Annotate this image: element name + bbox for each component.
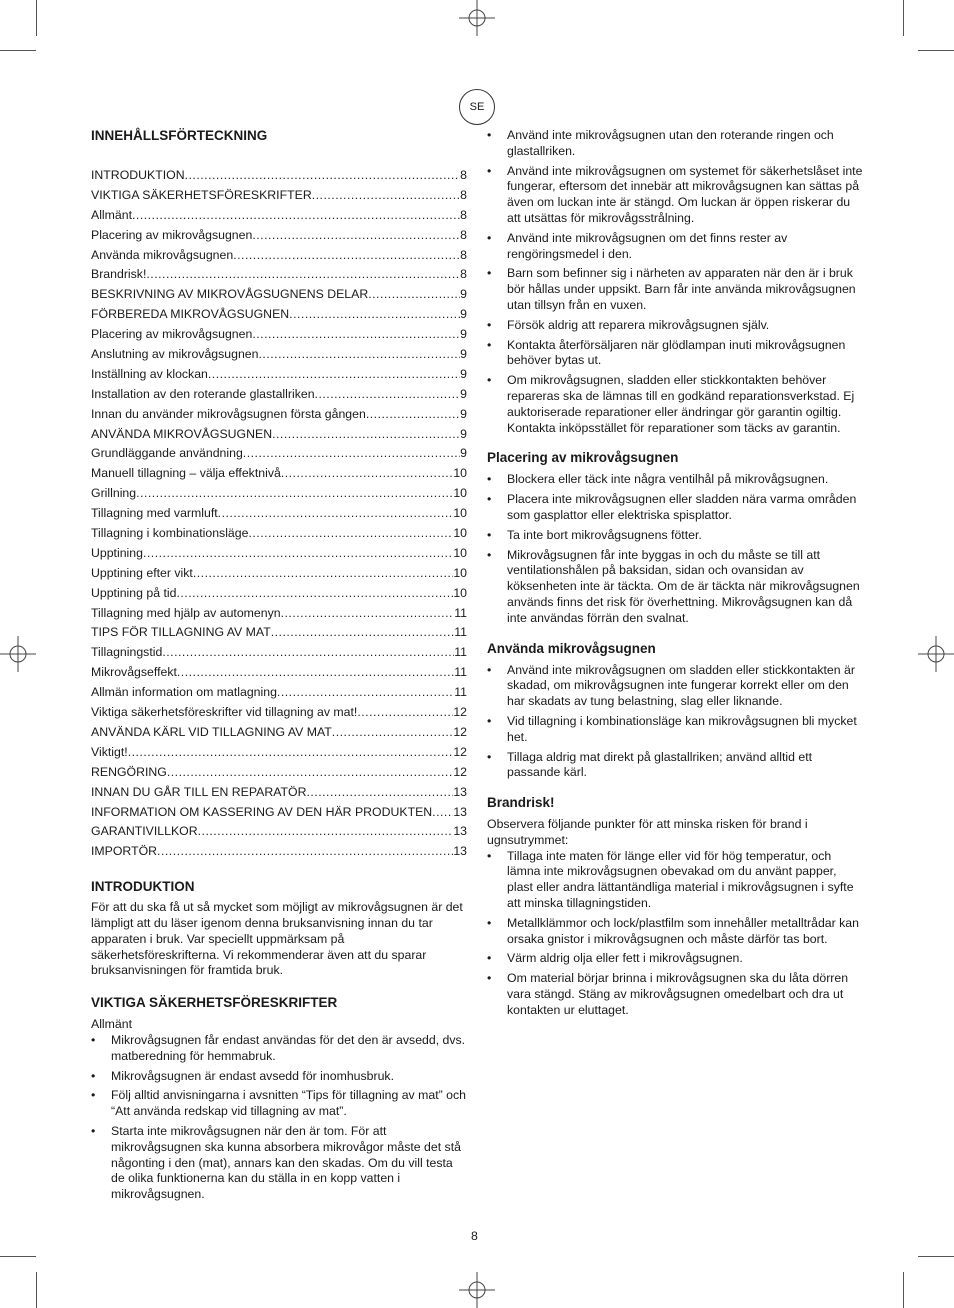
bullet-item [487, 266, 863, 313]
toc-entry [91, 465, 467, 485]
usage-heading: Använda mikrovågsugnen [487, 640, 656, 656]
toc-entry-page: 10 [453, 565, 467, 580]
toc-entry-title: Placering av mikrovågsugnen [91, 327, 253, 342]
toc-entry-page: 9 [460, 327, 467, 342]
bullet-item [487, 528, 863, 544]
bullet-item [487, 373, 863, 436]
toc-entry-title: INTRODUKTION [91, 168, 185, 182]
bullet-item [487, 663, 863, 710]
toc-entry-page: 8 [460, 227, 467, 242]
bullet-icon: • [487, 472, 492, 487]
toc-leader-dots [208, 366, 460, 382]
crop-mark [903, 1272, 904, 1308]
bullet-item [487, 164, 863, 227]
toc-entry-title: TIPS FÖR TILLAGNING AV MAT [91, 625, 271, 640]
toc-entry-page: 12 [453, 744, 467, 759]
right-column [487, 128, 863, 1023]
toc-leader-dots [128, 744, 454, 760]
toc-leader-dots [281, 605, 455, 621]
bullet-icon: • [91, 1032, 96, 1047]
toc-entry-title: ANVÄNDA KÄRL VID TILLAGNING AV MAT [91, 724, 332, 739]
bullet-item [487, 750, 863, 782]
toc-entry-page: 9 [460, 366, 467, 381]
toc-entry [91, 784, 467, 804]
bullet-item [487, 472, 863, 488]
bullet-text: Tillaga inte maten för länge eller vid för hög temperatur, och lämna inte mikrovågsugnen obevakad om du använt papper, plast eller andra lättantändliga material i mikrovågsugnen i syfte att minska tillagningstiden. [507, 848, 854, 911]
toc-entry-page: 12 [453, 724, 467, 739]
toc-leader-dots [193, 565, 453, 581]
toc-entry [91, 326, 467, 346]
bullet-icon: • [487, 749, 492, 764]
toc-leader-dots [272, 426, 460, 442]
toc-entry [91, 247, 467, 267]
bullet-icon: • [487, 915, 492, 930]
toc-entry-title: Upptining [91, 545, 143, 560]
bullet-item [487, 971, 863, 1018]
toc-leader-dots [258, 346, 460, 362]
toc-entry [91, 843, 467, 863]
toc-entry-page: 9 [460, 386, 467, 401]
bullet-text: Mikrovågsugnen får inte byggas in och du måste se till att ventilationshålen på baksidan, sidan och ovansidan av köksenheten inte är täckta. Om de är täckta när mikrovågsugnen används finns det risk för överhettning. Mikrovågsugnen kan då inte användas förrän den svalnat. [507, 547, 860, 625]
registration-mark-icon [459, 1272, 495, 1308]
toc-entry [91, 366, 467, 386]
page-number: 8 [471, 1229, 478, 1243]
bullet-item [487, 849, 863, 912]
placement-list [487, 472, 863, 626]
bullet-text: Tillaga aldrig mat direkt på glastallriken; använd alltid ett passande kärl. [507, 749, 813, 780]
bullet-icon: • [487, 971, 492, 986]
toc-leader-dots [315, 386, 461, 402]
toc-entry-page: 9 [460, 287, 467, 302]
bullet-text: Blockera eller täck inte några ventilhål på mikrovågsugnen. [507, 472, 829, 487]
bullet-icon: • [487, 373, 492, 388]
toc-entry-title: Använda mikrovågsugnen [91, 247, 234, 262]
toc-entry-title: Mikrovågseffekt [91, 665, 177, 680]
toc-entry [91, 445, 467, 465]
toc-entry [91, 684, 467, 704]
bullet-item [487, 231, 863, 263]
toc-entry-page: 13 [453, 784, 467, 799]
toc-leader-dots [143, 545, 453, 561]
bullet-text: Följ alltid anvisningarna i avsnitten “Tips för tillagning av mat” och “Att använda redskap vid tillagning av mat”. [111, 1088, 466, 1119]
toc-entry [91, 505, 467, 525]
toc-leader-dots [366, 406, 460, 422]
toc-leader-dots [157, 843, 453, 859]
toc-entry-title: Anslutning av mikrovågsugnen [91, 347, 259, 362]
crop-mark [903, 0, 904, 36]
toc-entry-page: 12 [453, 764, 467, 779]
registration-mark-icon [459, 0, 495, 36]
toc-leader-dots [281, 465, 454, 481]
table-of-contents [91, 167, 467, 863]
toc-entry-title: Grillning [91, 486, 137, 501]
toc-entry-page: 8 [460, 267, 467, 282]
toc-entry-title: Tillagning i kombinationsläge [91, 526, 249, 541]
toc-entry-title: BESKRIVNING AV MIKROVÅGSUGNENS DELAR [91, 287, 369, 302]
toc-leader-dots [277, 684, 454, 700]
toc-entry-title: IMPORTÖR [91, 844, 158, 859]
toc-entry [91, 823, 467, 843]
toc-leader-dots [312, 187, 460, 203]
toc-entry-title: Inställning av klockan [91, 366, 208, 381]
toc-entry-page: 10 [453, 486, 467, 501]
bullet-text: Vid tillagning i kombinationsläge kan mikrovågsugnen bli mycket het. [507, 713, 857, 744]
toc-entry-page: 10 [453, 545, 467, 560]
bullet-text: Försök aldrig att reparera mikrovågsugnen själv. [507, 317, 770, 332]
toc-entry-page: 9 [460, 446, 467, 461]
toc-entry [91, 704, 467, 724]
fire-list [487, 849, 863, 1019]
crop-mark [36, 0, 37, 36]
bullet-icon: • [487, 662, 492, 677]
crop-mark [918, 50, 954, 51]
toc-entry-page: 9 [460, 347, 467, 362]
bullet-item [487, 318, 863, 334]
toc-entry-page: 8 [460, 168, 467, 182]
toc-entry [91, 664, 467, 684]
toc-leader-dots [357, 704, 453, 720]
toc-entry-title: Allmänt [91, 207, 133, 222]
safety-heading: VIKTIGA SÄKERHETSFÖRESKRIFTER [91, 995, 338, 1011]
toc-leader-dots [218, 505, 454, 521]
bullet-item [91, 1124, 467, 1203]
bullet-text: Värm aldrig olja eller fett i mikrovågsugnen. [507, 951, 743, 966]
toc-leader-dots [368, 286, 460, 302]
bullet-text: Starta inte mikrovågsugnen när den är tom. För att mikrovågsugnen ska kunna absorbera mikrovågor måste det stå någonting i den (mat), annars kan den skadas. Om du vill testa de olika funktionerna kan du ställa in en kopp vatten i mikrovågsugnen. [111, 1123, 461, 1202]
toc-entry-title: Allmän information om matlagning [91, 685, 277, 700]
toc-entry [91, 346, 467, 366]
toc-entry-page: 10 [453, 466, 467, 481]
toc-entry [91, 525, 467, 545]
toc-leader-dots [233, 247, 460, 263]
bullet-text: Placera inte mikrovågsugnen eller sladden nära varma områden som gasplattor eller elektriska spisplattor. [507, 492, 857, 522]
toc-entry [91, 644, 467, 664]
toc-entry [91, 605, 467, 625]
toc-entry [91, 804, 467, 824]
bullet-item [487, 916, 863, 948]
bullet-icon: • [91, 1068, 96, 1083]
toc-entry [91, 426, 467, 446]
bullet-text: Mikrovågsugnen är endast avsedd för inomhusbruk. [111, 1068, 394, 1083]
bullet-text: Metallklämmor och lock/plastfilm som innehåller metalltrådar kan orsaka gnistor i mikrovågsugnen och måste därför tas bort. [507, 915, 859, 946]
toc-entry [91, 227, 467, 247]
toc-entry [91, 764, 467, 784]
toc-leader-dots [177, 664, 454, 680]
bullet-icon: • [487, 230, 492, 245]
toc-entry-title: INFORMATION OM KASSERING AV DEN HÄR PRODUKTEN [91, 804, 433, 819]
bullet-text: Använd inte mikrovågsugnen om det finns rester av rengöringsmedel i den. [507, 230, 788, 261]
toc-leader-dots [306, 784, 453, 800]
toc-entry [91, 485, 467, 505]
toc-entry [91, 585, 467, 605]
bullet-icon: • [487, 128, 492, 142]
toc-entry-page: 10 [453, 506, 467, 521]
toc-entry-title: Tillagning med hjälp av automenyn [91, 605, 281, 620]
toc-leader-dots [162, 644, 454, 660]
bullet-text: Kontakta återförsäljaren när glödlampan inuti mikrovågsugnen behöver bytas ut. [507, 337, 846, 368]
toc-entry-page: 9 [460, 406, 467, 421]
safety-list [91, 1033, 467, 1203]
toc-entry-title: Installation av den roterande glastallriken [91, 386, 315, 401]
bullet-text: Använd inte mikrovågsugnen om sladden eller stickkontakten är skadad, om mikrovågsugnen inte fungerar korrekt eller om den har skadats av tung belastning, slag eller liknande. [507, 662, 855, 709]
bullet-icon: • [487, 713, 492, 728]
toc-leader-dots [136, 485, 453, 501]
toc-entry-title: GARANTIVILLKOR [91, 824, 198, 839]
toc-entry-page: 8 [460, 207, 467, 222]
bullet-item [487, 128, 863, 160]
bullet-item [487, 492, 863, 524]
toc-leader-dots [185, 167, 461, 183]
bullet-icon: • [487, 317, 492, 332]
toc-entry-page: 11 [454, 645, 467, 660]
bullet-item [91, 1088, 467, 1120]
toc-entry-page: 12 [453, 705, 467, 720]
bullet-item [91, 1033, 467, 1065]
toc-entry-page: 11 [454, 605, 467, 620]
toc-heading: INNEHÅLLSFÖRTECKNING [91, 128, 268, 143]
toc-entry-title: Brandrisk! [91, 267, 147, 282]
toc-entry [91, 724, 467, 744]
toc-leader-dots [176, 585, 453, 601]
toc-entry-title: ANVÄNDA MIKROVÅGSUGNEN [91, 426, 273, 441]
toc-entry [91, 266, 467, 286]
placement-heading: Placering av mikrovågsugnen [487, 450, 679, 466]
toc-entry-page: 10 [453, 585, 467, 600]
bullet-icon: • [487, 547, 492, 562]
toc-leader-dots [289, 306, 460, 322]
usage-list [487, 663, 863, 782]
language-badge: SE [459, 89, 495, 125]
bullet-icon: • [91, 1088, 96, 1103]
toc-leader-dots [252, 227, 460, 243]
toc-entry-page: 11 [454, 625, 467, 640]
toc-entry-title: Grundläggande användning [91, 446, 243, 461]
toc-entry-title: Tillagningstid [91, 645, 163, 660]
toc-entry [91, 624, 467, 644]
toc-leader-dots [198, 823, 454, 839]
toc-entry [91, 187, 467, 207]
toc-leader-dots [271, 624, 455, 640]
toc-entry [91, 406, 467, 426]
toc-entry-title: Innan du använder mikrovågsugnen första gången [91, 406, 366, 421]
registration-mark-icon [918, 636, 954, 672]
toc-leader-dots [167, 764, 453, 780]
toc-leader-dots [252, 326, 460, 342]
toc-entry-title: Placering av mikrovågsugnen [91, 227, 253, 242]
bullet-text: Om mikrovågsugnen, sladden eller stickkontakten behöver repareras ska de lämnas till en godkänd reparationsverkstad. Ej auktoriserade reparationer eller ändringar gör garantin ogiltig. Kontakta inköpsstället för reparationer som täcks av garantin. [507, 373, 855, 435]
toc-entry-title: Manuell tillagning – välja effektnivå [91, 466, 281, 481]
fire-heading: Brandrisk! [487, 795, 555, 811]
toc-entry [91, 207, 467, 227]
toc-entry-page: 10 [453, 526, 467, 541]
bullet-icon: • [487, 163, 492, 178]
toc-entry-title: Tillagning med varmluft [91, 506, 218, 521]
crop-mark [0, 1256, 36, 1257]
toc-entry-title: RENGÖRING [91, 764, 167, 779]
intro-text: För att du ska få ut så mycket som möjligt av mikrovågsugnen är det lämpligt att du läser igenom denna bruksanvisning innan du tar apparaten i bruk. Var speciellt uppmärksam på säkerhetsföreskrifterna. Vi rekommenderar även att du sparar bruksanvisningen för framtida bruk. [91, 900, 463, 978]
bullet-text: Använd inte mikrovågsugnen om systemet för säkerhetslåset inte fungerar, eftersom det innebär att mikrovågsugnen kan sättas på även om luckan inte är stängd. Om luckan är öppen riskerar du att utsättas för mikrovågsstrålning. [507, 163, 863, 225]
toc-entry-page: 8 [460, 247, 467, 262]
bullet-icon: • [91, 1123, 96, 1138]
toc-entry-page: 13 [453, 844, 467, 859]
bullet-icon: • [487, 492, 492, 507]
toc-entry [91, 306, 467, 326]
toc-entry [91, 286, 467, 306]
toc-leader-dots [332, 724, 454, 740]
toc-entry-title: Upptining på tid [91, 585, 177, 600]
toc-entry [91, 386, 467, 406]
safety-list-continued [487, 128, 863, 436]
toc-entry-title: Viktigt! [91, 744, 128, 759]
crop-mark [36, 1272, 37, 1308]
toc-entry [91, 545, 467, 565]
toc-leader-dots [432, 804, 453, 820]
toc-entry-page: 9 [460, 307, 467, 322]
bullet-icon: • [487, 337, 492, 352]
bullet-text: Ta inte bort mikrovågsugnens fötter. [507, 527, 702, 542]
bullet-item [487, 714, 863, 746]
toc-entry-page: 13 [453, 804, 467, 819]
toc-leader-dots [146, 266, 460, 282]
bullet-item [91, 1069, 467, 1085]
bullet-icon: • [487, 266, 492, 281]
bullet-icon: • [487, 951, 492, 966]
fire-intro: Observera följande punkter för att minska risken för brand i ugnsutrymmet: [487, 817, 808, 847]
bullet-text: Barn som befinner sig i närheten av apparaten när den är i bruk bör hållas under uppsikt. Barn får inte använda mikrovågsugnen utan tillsyn från en vuxen. [507, 266, 856, 312]
crop-mark [0, 50, 36, 51]
toc-entry-page: 8 [460, 187, 467, 202]
toc-entry-title: INNAN DU GÅR TILL EN REPARATÖR [91, 784, 307, 799]
intro-heading: INTRODUKTION [91, 879, 195, 895]
toc-entry [91, 167, 467, 187]
toc-leader-dots [132, 207, 460, 223]
bullet-item [487, 338, 863, 370]
toc-entry-title: VIKTIGA SÄKERHETSFÖRESKRIFTER [91, 187, 312, 202]
bullet-item [487, 951, 863, 967]
toc-entry [91, 565, 467, 585]
toc-leader-dots [248, 525, 453, 541]
registration-mark-icon [0, 636, 36, 672]
bullet-icon: • [487, 848, 492, 863]
bullet-text: Mikrovågsugnen får endast användas för det den är avsedd, dvs. matberedning för hemmabruk. [111, 1032, 466, 1063]
toc-entry-title: Viktiga säkerhetsföreskrifter vid tillagning av mat! [91, 705, 358, 720]
bullet-text: Om material börjar brinna i mikrovågsugnen ska du låta dörren vara stängd. Stäng av mikrovågsugnen omedelbart och dra ut kontakten ur eluttaget. [507, 971, 849, 1017]
toc-entry-title: Upptining efter vikt [91, 565, 193, 580]
toc-entry-page: 11 [454, 665, 467, 680]
safety-subheading: Allmänt [91, 1017, 133, 1032]
bullet-item [487, 548, 863, 627]
bullet-text: Använd inte mikrovågsugnen utan den roterande ringen och glastallriken. [507, 128, 834, 158]
toc-leader-dots [243, 445, 460, 461]
toc-entry [91, 744, 467, 764]
crop-mark [918, 1256, 954, 1257]
toc-entry-title: FÖRBEREDA MIKROVÅGSUGNEN [91, 307, 290, 322]
bullet-icon: • [487, 527, 492, 542]
toc-entry-page: 11 [454, 685, 467, 700]
toc-entry-page: 13 [453, 824, 467, 839]
toc-entry-page: 9 [460, 426, 467, 441]
left-column [91, 128, 467, 1207]
